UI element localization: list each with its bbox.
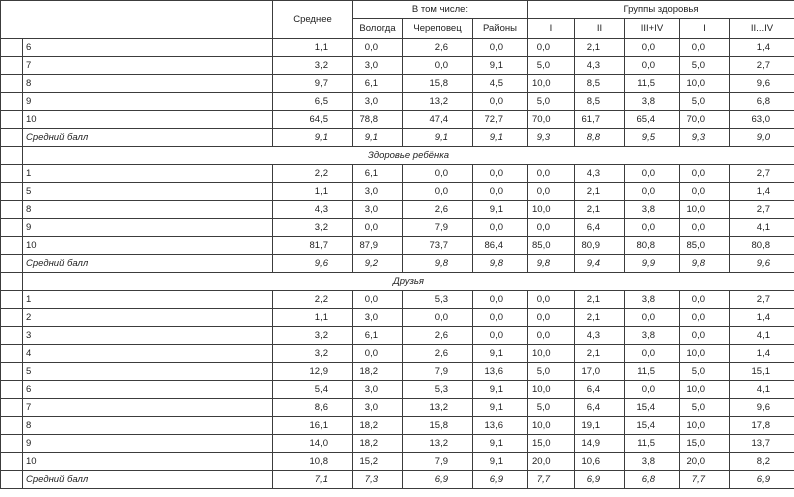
value-cell: 14,9 (575, 435, 625, 453)
value-cell: 2,7 (730, 201, 794, 219)
row-edge-cell (1, 309, 23, 327)
value-cell: 80,8 (730, 237, 794, 255)
value-cell: 6,9 (730, 471, 794, 489)
row-edge-cell (1, 129, 23, 147)
value-cell: 2,6 (403, 201, 473, 219)
row-label: 9 (23, 93, 273, 111)
value-cell: 0,0 (625, 57, 680, 75)
row-label: 2 (23, 309, 273, 327)
value-cell: 2,6 (403, 327, 473, 345)
value-cell: 64,5 (273, 111, 353, 129)
value-cell: 7,9 (403, 453, 473, 471)
value-cell: 11,5 (625, 435, 680, 453)
value-cell: 3,0 (353, 309, 403, 327)
value-cell: 3,8 (625, 327, 680, 345)
row-edge-cell (1, 39, 23, 57)
value-cell: 3,2 (273, 57, 353, 75)
value-cell: 0,0 (528, 183, 575, 201)
row-label: 9 (23, 435, 273, 453)
row-edge-cell (1, 399, 23, 417)
value-cell: 9,1 (473, 201, 528, 219)
value-cell: 20,0 (528, 453, 575, 471)
value-cell: 2,2 (273, 165, 353, 183)
value-cell: 9,5 (625, 129, 680, 147)
row-label: 10 (23, 453, 273, 471)
table-row (1, 435, 794, 453)
section-header-row (1, 147, 794, 165)
value-cell: 2,6 (403, 345, 473, 363)
row-edge-cell (1, 291, 23, 309)
value-cell: 8,2 (730, 453, 794, 471)
value-cell: 5,0 (528, 399, 575, 417)
value-cell: 10,0 (680, 381, 730, 399)
row-label: 6 (23, 381, 273, 399)
table-row (1, 201, 794, 219)
value-cell: 10,0 (528, 381, 575, 399)
value-cell: 18,2 (353, 417, 403, 435)
row-edge-cell (1, 381, 23, 399)
value-cell: 8,5 (575, 75, 625, 93)
value-cell: 0,0 (403, 183, 473, 201)
header-health-subgroup: III+IV (625, 19, 680, 39)
row-edge-cell (1, 417, 23, 435)
value-cell: 0,0 (353, 39, 403, 57)
row-edge-cell (1, 435, 23, 453)
value-cell: 10,8 (273, 453, 353, 471)
value-cell: 4,3 (575, 57, 625, 75)
header-subgroup: Районы (473, 19, 528, 39)
value-cell: 9,1 (473, 399, 528, 417)
table-row (1, 165, 794, 183)
value-cell: 1,4 (730, 345, 794, 363)
value-cell: 6,4 (575, 381, 625, 399)
table-row (1, 57, 794, 75)
value-cell: 6,8 (730, 93, 794, 111)
value-cell: 9,8 (473, 255, 528, 273)
table-row (1, 327, 794, 345)
value-cell: 15,4 (625, 399, 680, 417)
value-cell: 9,1 (473, 345, 528, 363)
row-edge-cell (1, 93, 23, 111)
value-cell: 6,1 (353, 327, 403, 345)
value-cell: 8,5 (575, 93, 625, 111)
value-cell: 13,2 (403, 93, 473, 111)
value-cell: 2,7 (730, 291, 794, 309)
value-cell: 80,9 (575, 237, 625, 255)
value-cell: 5,0 (528, 363, 575, 381)
value-cell: 0,0 (403, 57, 473, 75)
value-cell: 5,4 (273, 381, 353, 399)
value-cell: 3,0 (353, 57, 403, 75)
row-edge-cell (1, 255, 23, 273)
table-row (1, 345, 794, 363)
value-cell: 2,1 (575, 201, 625, 219)
value-cell: 1,4 (730, 309, 794, 327)
value-cell: 10,0 (680, 201, 730, 219)
row-edge-cell (1, 219, 23, 237)
value-cell: 0,0 (473, 219, 528, 237)
table-row (1, 291, 794, 309)
row-edge-cell (1, 471, 23, 489)
row-label: 1 (23, 165, 273, 183)
value-cell: 0,0 (680, 183, 730, 201)
value-cell: 10,0 (680, 417, 730, 435)
value-cell: 6,8 (625, 471, 680, 489)
table-row (1, 237, 794, 255)
value-cell: 85,0 (528, 237, 575, 255)
value-cell: 7,9 (403, 219, 473, 237)
value-cell: 0,0 (528, 327, 575, 345)
value-cell: 5,3 (403, 291, 473, 309)
row-edge-cell (1, 327, 23, 345)
row-label: 7 (23, 57, 273, 75)
value-cell: 16,1 (273, 417, 353, 435)
value-cell: 9,1 (473, 129, 528, 147)
table-row (1, 111, 794, 129)
value-cell: 85,0 (680, 237, 730, 255)
row-edge-cell (1, 75, 23, 93)
row-edge-cell (1, 147, 23, 165)
value-cell: 0,0 (353, 219, 403, 237)
value-cell: 0,0 (625, 219, 680, 237)
value-cell: 8,6 (273, 399, 353, 417)
value-cell: 0,0 (680, 165, 730, 183)
value-cell: 6,1 (353, 165, 403, 183)
value-cell: 9,9 (625, 255, 680, 273)
value-cell: 15,0 (528, 435, 575, 453)
value-cell: 2,1 (575, 39, 625, 57)
row-label: 3 (23, 327, 273, 345)
value-cell: 5,0 (680, 57, 730, 75)
value-cell: 9,3 (680, 129, 730, 147)
value-cell: 3,0 (353, 201, 403, 219)
value-cell: 8,8 (575, 129, 625, 147)
value-cell: 13,2 (403, 399, 473, 417)
row-edge-cell (1, 237, 23, 255)
value-cell: 0,0 (528, 291, 575, 309)
value-cell: 10,0 (680, 345, 730, 363)
value-cell: 1,4 (730, 39, 794, 57)
row-label: 9 (23, 219, 273, 237)
value-cell: 9,6 (730, 255, 794, 273)
value-cell: 61,7 (575, 111, 625, 129)
row-label: 8 (23, 201, 273, 219)
value-cell: 0,0 (473, 39, 528, 57)
value-cell: 0,0 (625, 309, 680, 327)
header-mean: Среднее (273, 1, 353, 39)
value-cell: 5,0 (528, 57, 575, 75)
row-label: Средний балл (23, 129, 273, 147)
value-cell: 2,1 (575, 291, 625, 309)
value-cell: 14,0 (273, 435, 353, 453)
row-label: 5 (23, 183, 273, 201)
value-cell: 7,1 (273, 471, 353, 489)
row-edge-cell (1, 273, 23, 291)
value-cell: 1,1 (273, 309, 353, 327)
value-cell: 0,0 (403, 309, 473, 327)
header-health-subgroup: I (680, 19, 730, 39)
value-cell: 9,3 (528, 129, 575, 147)
row-label: 5 (23, 363, 273, 381)
value-cell: 13,6 (473, 363, 528, 381)
row-label: 8 (23, 417, 273, 435)
value-cell: 9,1 (473, 57, 528, 75)
header-health-groups: Группы здоровья (528, 1, 794, 19)
value-cell: 80,8 (625, 237, 680, 255)
value-cell: 5,0 (680, 399, 730, 417)
value-cell: 0,0 (680, 309, 730, 327)
value-cell: 9,8 (528, 255, 575, 273)
row-label: 10 (23, 237, 273, 255)
table-body (1, 39, 794, 489)
value-cell: 0,0 (680, 327, 730, 345)
value-cell: 0,0 (625, 183, 680, 201)
value-cell: 4,3 (575, 327, 625, 345)
value-cell: 0,0 (353, 345, 403, 363)
value-cell: 9,6 (273, 255, 353, 273)
value-cell: 0,0 (473, 183, 528, 201)
value-cell: 9,1 (473, 453, 528, 471)
row-label: Средний балл (23, 471, 273, 489)
value-cell: 6,4 (575, 219, 625, 237)
value-cell: 13,6 (473, 417, 528, 435)
value-cell: 0,0 (625, 345, 680, 363)
value-cell: 78,8 (353, 111, 403, 129)
row-label: 1 (23, 291, 273, 309)
value-cell: 3,8 (625, 291, 680, 309)
value-cell: 17,8 (730, 417, 794, 435)
row-edge-cell (1, 201, 23, 219)
value-cell: 4,1 (730, 219, 794, 237)
value-cell: 2,1 (575, 345, 625, 363)
value-cell: 2,7 (730, 57, 794, 75)
value-cell: 87,9 (353, 237, 403, 255)
value-cell: 0,0 (625, 39, 680, 57)
section-header-row (1, 273, 794, 291)
value-cell: 0,0 (680, 291, 730, 309)
value-cell: 5,0 (680, 363, 730, 381)
value-cell: 20,0 (680, 453, 730, 471)
value-cell: 15,0 (680, 435, 730, 453)
table-row (1, 219, 794, 237)
value-cell: 11,5 (625, 363, 680, 381)
row-label: 10 (23, 111, 273, 129)
value-cell: 6,9 (575, 471, 625, 489)
value-cell: 3,8 (625, 93, 680, 111)
header-health-subgroup: II (575, 19, 625, 39)
header-subgroup: Вологда (353, 19, 403, 39)
row-label: 4 (23, 345, 273, 363)
row-label: Средний балл (23, 255, 273, 273)
row-edge-cell (1, 183, 23, 201)
value-cell: 3,2 (273, 327, 353, 345)
corner-cell (1, 1, 273, 39)
value-cell: 4,5 (473, 75, 528, 93)
value-cell: 3,2 (273, 219, 353, 237)
row-edge-cell (1, 453, 23, 471)
value-cell: 9,6 (730, 399, 794, 417)
value-cell: 15,8 (403, 75, 473, 93)
value-cell: 63,0 (730, 111, 794, 129)
row-label: 6 (23, 39, 273, 57)
value-cell: 1,4 (730, 183, 794, 201)
table-row (1, 381, 794, 399)
value-cell: 9,1 (473, 381, 528, 399)
table-row (1, 309, 794, 327)
row-edge-cell (1, 57, 23, 75)
value-cell: 3,2 (273, 345, 353, 363)
value-cell: 18,2 (353, 363, 403, 381)
section-title: Здоровье ребёнка (23, 147, 794, 165)
value-cell: 0,0 (473, 291, 528, 309)
value-cell: 47,4 (403, 111, 473, 129)
value-cell: 0,0 (625, 381, 680, 399)
value-cell: 7,9 (403, 363, 473, 381)
value-cell: 9,2 (353, 255, 403, 273)
value-cell: 4,3 (575, 165, 625, 183)
value-cell: 9,1 (353, 129, 403, 147)
value-cell: 9,1 (403, 129, 473, 147)
value-cell: 1,1 (273, 39, 353, 57)
value-cell: 13,2 (403, 435, 473, 453)
value-cell: 9,7 (273, 75, 353, 93)
table-row (1, 417, 794, 435)
value-cell: 9,8 (403, 255, 473, 273)
table-row (1, 39, 794, 57)
value-cell: 17,0 (575, 363, 625, 381)
value-cell: 4,1 (730, 381, 794, 399)
value-cell: 9,0 (730, 129, 794, 147)
value-cell: 72,7 (473, 111, 528, 129)
value-cell: 10,0 (528, 201, 575, 219)
table-row (1, 453, 794, 471)
value-cell: 4,3 (273, 201, 353, 219)
row-edge-cell (1, 111, 23, 129)
value-cell: 10,0 (528, 345, 575, 363)
value-cell: 13,7 (730, 435, 794, 453)
value-cell: 65,4 (625, 111, 680, 129)
value-cell: 15,8 (403, 417, 473, 435)
value-cell: 0,0 (528, 219, 575, 237)
value-cell: 15,2 (353, 453, 403, 471)
row-label: 7 (23, 399, 273, 417)
value-cell: 0,0 (353, 291, 403, 309)
row-label: 8 (23, 75, 273, 93)
value-cell: 2,7 (730, 165, 794, 183)
value-cell: 6,4 (575, 399, 625, 417)
value-cell: 0,0 (528, 39, 575, 57)
row-edge-cell (1, 363, 23, 381)
value-cell: 3,0 (353, 381, 403, 399)
value-cell: 0,0 (680, 39, 730, 57)
value-cell: 0,0 (528, 309, 575, 327)
value-cell: 6,9 (403, 471, 473, 489)
value-cell: 0,0 (473, 93, 528, 111)
value-cell: 19,1 (575, 417, 625, 435)
value-cell: 18,2 (353, 435, 403, 453)
header-health-subgroup: I (528, 19, 575, 39)
value-cell: 10,6 (575, 453, 625, 471)
table-row (1, 93, 794, 111)
value-cell: 7,7 (528, 471, 575, 489)
value-cell: 81,7 (273, 237, 353, 255)
value-cell: 7,3 (353, 471, 403, 489)
value-cell: 9,8 (680, 255, 730, 273)
header-including: В том числе: (353, 1, 528, 19)
row-edge-cell (1, 165, 23, 183)
value-cell: 0,0 (403, 165, 473, 183)
value-cell: 0,0 (473, 165, 528, 183)
value-cell: 9,4 (575, 255, 625, 273)
value-cell: 5,0 (680, 93, 730, 111)
section-title: Друзья (23, 273, 794, 291)
value-cell: 9,1 (273, 129, 353, 147)
table-row (1, 399, 794, 417)
value-cell: 6,1 (353, 75, 403, 93)
value-cell: 4,1 (730, 327, 794, 345)
value-cell: 9,6 (730, 75, 794, 93)
value-cell: 0,0 (625, 165, 680, 183)
value-cell: 2,2 (273, 291, 353, 309)
value-cell: 5,3 (403, 381, 473, 399)
value-cell: 0,0 (473, 309, 528, 327)
value-cell: 5,0 (528, 93, 575, 111)
value-cell: 15,4 (625, 417, 680, 435)
value-cell: 86,4 (473, 237, 528, 255)
value-cell: 70,0 (680, 111, 730, 129)
value-cell: 15,1 (730, 363, 794, 381)
value-cell: 2,1 (575, 309, 625, 327)
table-row (1, 75, 794, 93)
value-cell: 3,0 (353, 399, 403, 417)
average-row (1, 255, 794, 273)
value-cell: 0,0 (473, 327, 528, 345)
value-cell: 6,5 (273, 93, 353, 111)
value-cell: 3,0 (353, 183, 403, 201)
value-cell: 10,0 (528, 417, 575, 435)
value-cell: 73,7 (403, 237, 473, 255)
row-edge-cell (1, 345, 23, 363)
header-health-subgroup: II...IV (730, 19, 794, 39)
value-cell: 2,6 (403, 39, 473, 57)
table-row (1, 363, 794, 381)
value-cell: 0,0 (528, 165, 575, 183)
average-row (1, 129, 794, 147)
table-row (1, 183, 794, 201)
value-cell: 7,7 (680, 471, 730, 489)
value-cell: 1,1 (273, 183, 353, 201)
value-cell: 3,8 (625, 201, 680, 219)
value-cell: 0,0 (680, 219, 730, 237)
value-cell: 3,0 (353, 93, 403, 111)
value-cell: 9,1 (473, 435, 528, 453)
value-cell: 6,9 (473, 471, 528, 489)
value-cell: 10,0 (528, 75, 575, 93)
average-row (1, 471, 794, 489)
value-cell: 2,1 (575, 183, 625, 201)
header-subgroup: Череповец (403, 19, 473, 39)
value-cell: 11,5 (625, 75, 680, 93)
value-cell: 3,8 (625, 453, 680, 471)
value-cell: 70,0 (528, 111, 575, 129)
value-cell: 12,9 (273, 363, 353, 381)
value-cell: 10,0 (680, 75, 730, 93)
